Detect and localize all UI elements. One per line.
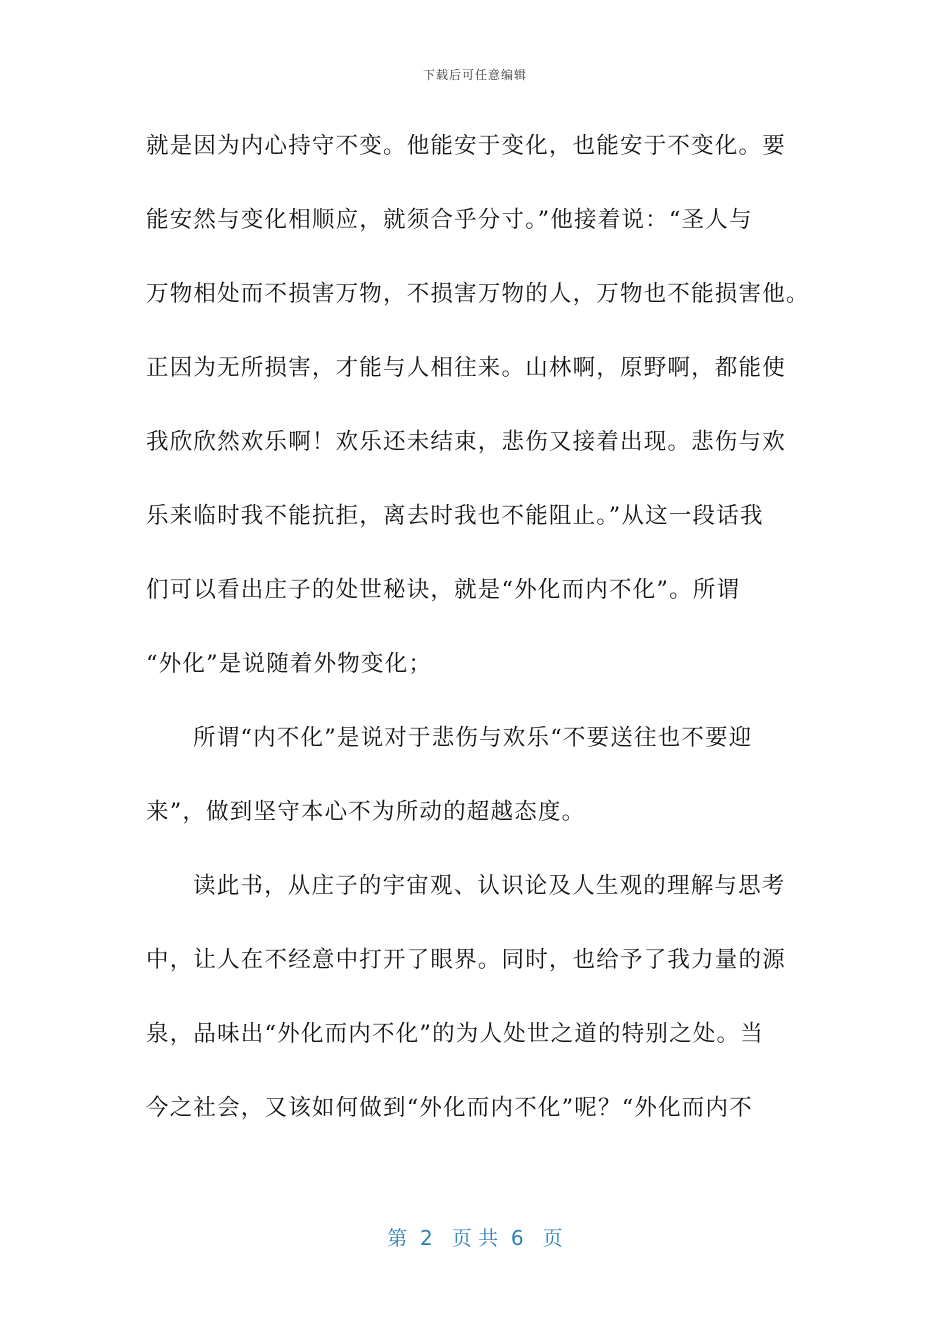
page-header: 下载后可任意编辑 [422,68,527,82]
text-line: 就是因为内心持守不变。他能安于变化，也能安于不变化。要 [146,133,786,159]
text-line-paragraph-start: 所谓“内不化”是说对于悲伤与欢乐“不要送往也不要迎 [193,725,753,751]
text-line: 来”，做到坚守本心不为所动的超越态度。 [146,799,586,825]
text-line-paragraph-start: 读此书，从庄子的宇宙观、认识论及人生观的理解与思考 [193,873,786,899]
text-line: 正因为无所损害，才能与人相往来。山林啊，原野啊，都能使 [146,355,786,381]
text-line: 万物相处而不损害万物，不损害万物的人，万物也不能损害他。 [146,281,810,307]
text-line: 乐来临时我不能抗拒，离去时我也不能阻止。”从这一段话我 [146,503,764,529]
text-line: 能安然与变化相顺应，就须合乎分寸。”他接着说：“圣人与 [146,207,753,233]
text-line: “外化”是说随着外物变化； [146,651,433,677]
text-line: 今之社会，又该如何做到“外化而内不化”呢？“外化而内不 [146,1095,753,1121]
page-footer-page-number: 第 2 页 共 6 页 [387,1226,563,1250]
text-line: 中，让人在不经意中打开了眼界。同时，也给予了我力量的源 [146,947,786,973]
text-line: 泉，品味出“外化而内不化”的为人处世之道的特别之处。当 [146,1021,764,1047]
document-body [146,124,810,1160]
text-line: 们可以看出庄子的处世秘诀，就是“外化而内不化”。所谓 [146,577,741,603]
text-line: 我欣欣然欢乐啊！欢乐还未结束，悲伤又接着出现。悲伤与欢 [146,429,786,455]
